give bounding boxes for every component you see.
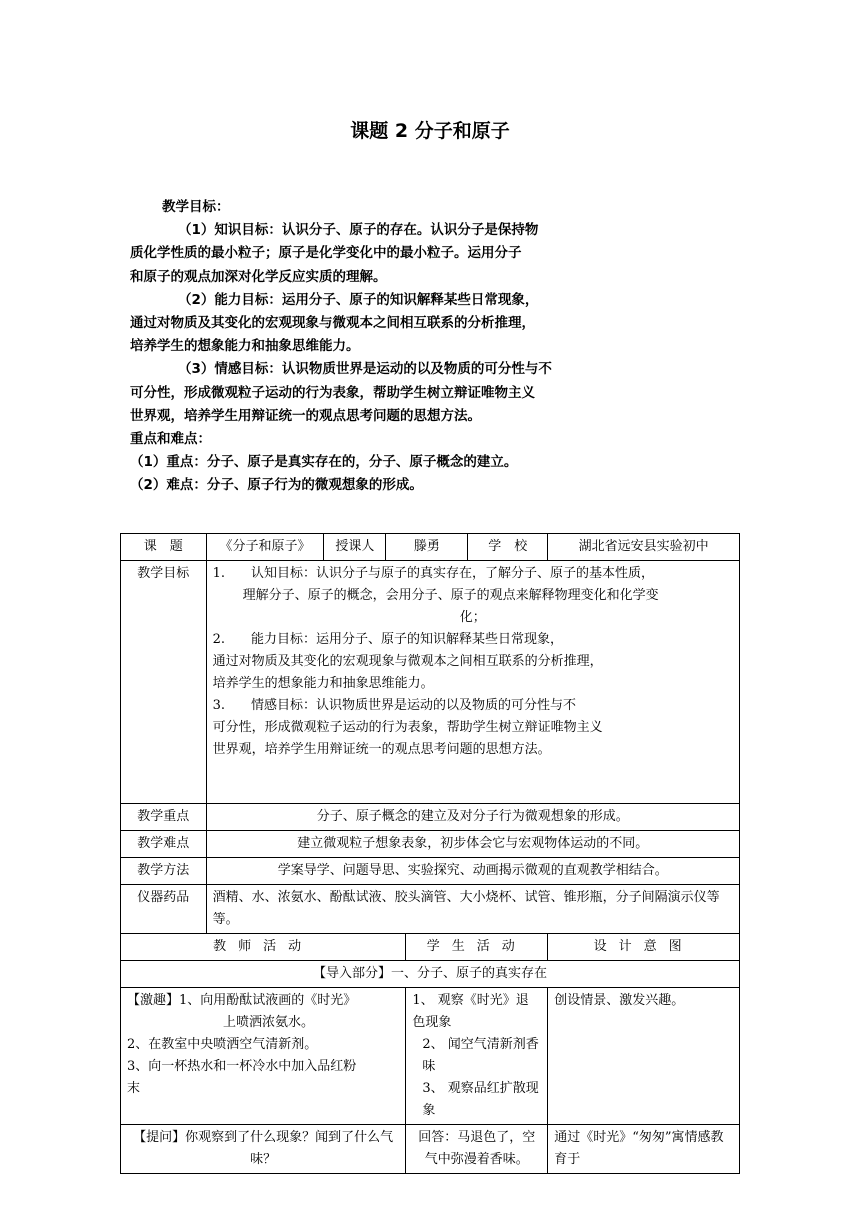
method-value: 学案导学、问题导思、实验探究、动画揭示微观的直观教学相结合。 [206, 858, 739, 885]
topic-label: 课 题 [121, 534, 207, 561]
table-row [121, 1125, 740, 1174]
table-row [121, 885, 740, 934]
goal-line: 理解分子、原子的概念，会用分子、原子的观点来解释物理变化和化学变 [242, 588, 659, 603]
goal-line: 化； [459, 610, 486, 625]
teacher-label: 授课人 [324, 534, 386, 561]
equipment-value: 酒精、水、浓氨水、酚酞试液、胶头滴管、大小烧杯、试管、锥形瓶，分子间隔演示仪等等。 [206, 885, 739, 934]
goal-line: 世界观，培养学生用辩证统一的观点思考问题的思想方法。 [212, 742, 551, 757]
key-heading: 重点和难点： [130, 431, 211, 448]
goal-line: 可分性，形成微观粒子运动的行为表象，帮助学生树立辩证唯物主义 [212, 720, 603, 735]
goals-label: 教学目标 [121, 561, 207, 804]
question-design: 通过《时光》“匆匆”寓情感教育于 [548, 1125, 740, 1174]
table-row [121, 534, 740, 561]
difficulty-value: 建立微观粒子想象表象，初步体会它与宏观物体运动的不同。 [206, 831, 739, 858]
goal-line: 3. 情感目标：认识物质世界是运动的以及物质的可分性与不 [212, 698, 577, 713]
goal-line: 2. 能力目标：运用分子、原子的知识解释某些日常现象， [212, 632, 564, 647]
goals-cell [206, 561, 739, 804]
col-header-design: 设计意图 [548, 934, 740, 961]
objective-line: （3）情感目标：认识物质世界是运动的以及物质的可分性与不 [178, 361, 552, 378]
activity-teacher [121, 988, 406, 1125]
activity-line: 上喷洒浓氨水。 [223, 1015, 315, 1030]
objective-line: （2）能力目标：运用分子、原子的知识解释某些日常现象， [178, 291, 539, 308]
table-row [121, 988, 740, 1125]
table-row [121, 961, 740, 988]
table-row [121, 831, 740, 858]
objectives-heading: 教学目标： [162, 199, 230, 215]
lesson-plan-table [120, 533, 740, 1174]
topic-value: 《分子和原子》 [206, 534, 324, 561]
activity-design: 创设情景、激发兴趣。 [548, 988, 740, 1125]
objective-line: 培养学生的想象能力和抽象思维能力。 [130, 338, 360, 355]
activity-line: 2、 闻空气清新剂香味 [422, 1037, 539, 1074]
objective-line: 世界观，培养学生用辩证统一的观点思考问题的思想方法。 [130, 407, 481, 424]
activity-line: 3、 观察品红扩散现象 [422, 1081, 539, 1118]
goal-line: 1. 认知目标：认识分子与原子的真实存在，了解分子、原子的基本性质， [212, 566, 655, 581]
objectives-section [130, 196, 600, 498]
key-line: （1）重点：分子、原子是真实存在的，分子、原子概念的建立。 [130, 454, 518, 471]
question-student: 回答：马退色了，空气中弥漫着香味。 [406, 1125, 548, 1174]
table-row [121, 858, 740, 885]
objective-line: 可分性，形成微观粒子运动的行为表象，帮助学生树立辩证唯物主义 [130, 384, 535, 401]
teacher-value: 滕勇 [386, 534, 468, 561]
school-value: 湖北省远安县实验初中 [548, 534, 740, 561]
question-teacher: 【提问】你观察到了什么现象？闻到了什么气味？ [121, 1125, 406, 1174]
activity-line: 1、 观察《时光》退色现象 [412, 993, 529, 1030]
key-label: 教学重点 [121, 804, 207, 831]
section-title: 【导入部分】一、分子、原子的真实存在 [121, 961, 740, 988]
school-label: 学 校 [468, 534, 548, 561]
key-line: （2）难点：分子、原子行为的微观想象的形成。 [130, 477, 423, 494]
col-header-teacher: 教师活动 [121, 934, 406, 961]
activity-line: 2、在教室中央喷洒空气清新剂。 [127, 1037, 318, 1052]
objective-line: 和原子的观点加深对化学反应实质的理解。 [130, 268, 387, 285]
difficulty-label: 教学难点 [121, 831, 207, 858]
table-row [121, 934, 740, 961]
goal-line: 通过对物质及其变化的宏观现象与微观本之间相互联系的分析推理， [212, 654, 603, 669]
equipment-label: 仪器药品 [121, 885, 207, 934]
activity-line: 【激趣】1、向用酚酞试液画的《时光》 [127, 993, 357, 1008]
objective-line: 通过对物质及其变化的宏观现象与微观本之间相互联系的分析推理， [130, 315, 535, 332]
goal-line: 培养学生的想象能力和抽象思维能力。 [212, 676, 434, 691]
table-row [121, 561, 740, 804]
activity-line: 末 [127, 1081, 141, 1096]
page-title: 课题 2 分子和原子 [350, 120, 510, 142]
activity-line: 3、向一杯热水和一杯冷水中加入品红粉 [127, 1059, 357, 1074]
activity-student [406, 988, 548, 1125]
table-row [121, 804, 740, 831]
objective-line: 质化学性质的最小粒子；原子是化学变化中的最小粒子。运用分子 [130, 245, 522, 262]
method-label: 教学方法 [121, 858, 207, 885]
col-header-student: 学生活动 [406, 934, 548, 961]
key-value: 分子、原子概念的建立及对分子行为微观想象的形成。 [206, 804, 739, 831]
objective-line: （1）知识目标：认识分子、原子的存在。认识分子是保持物 [178, 222, 539, 239]
